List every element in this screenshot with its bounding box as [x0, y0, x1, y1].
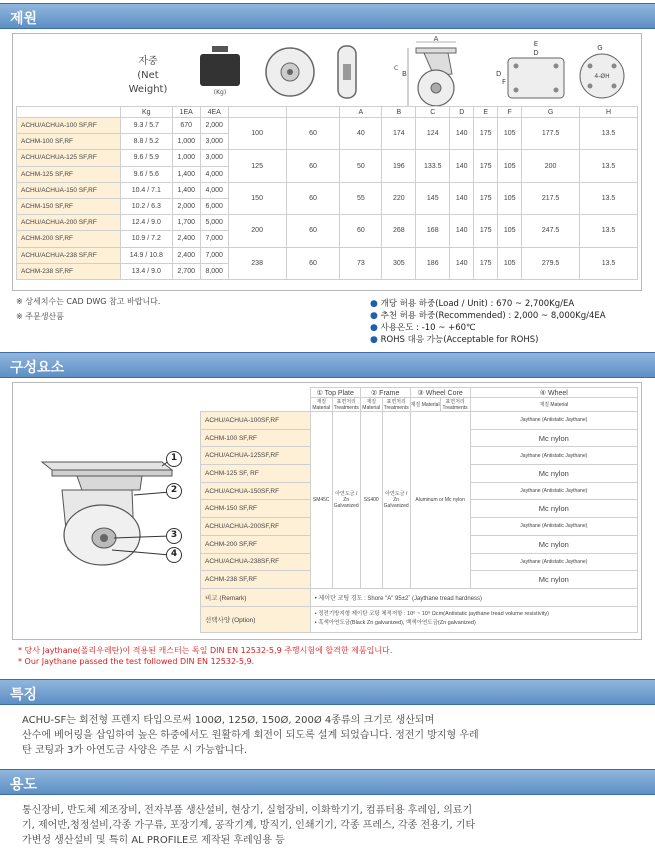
- dim-e-cell: 175: [474, 215, 498, 247]
- weight-cell: 9.6 / 5.6: [120, 166, 172, 182]
- svg-text:B: B: [402, 70, 407, 78]
- svg-text:E: E: [533, 40, 539, 48]
- dim-d-cell: 140: [450, 247, 474, 279]
- svg-text:G: G: [597, 44, 603, 52]
- remark-label: 비고 (Remark): [201, 588, 311, 606]
- dim-a-cell: 40: [340, 118, 382, 150]
- model-cell: ACHM-238 SF,RF: [17, 263, 121, 279]
- dim-c-cell: 124: [416, 118, 450, 150]
- note-cad: ※ 상세치수는 CAD DWG 참고 바랍니다.: [16, 297, 161, 306]
- dim-b-cell: 196: [382, 150, 416, 182]
- dim-f: F: [498, 107, 522, 118]
- load-1ea-cell: 2,000: [172, 198, 200, 214]
- callout-4: 4: [166, 547, 182, 563]
- dim-d: D: [450, 107, 474, 118]
- features-text: [22, 713, 647, 758]
- weight-label-ko: 자중: [138, 56, 158, 67]
- spec-row: [17, 247, 638, 263]
- wheel-material-cell: Jaythane (Antistatic Jaythane): [470, 553, 637, 571]
- sub-treatment: 표면처리 Treatments: [440, 398, 470, 412]
- qty-1ea: 1EA: [172, 107, 200, 118]
- dim-c-cell: 168: [416, 215, 450, 247]
- dim-c-cell: 133.5: [416, 150, 450, 182]
- wheel-core-material: Aluminum or Mc nylon: [410, 412, 470, 589]
- bullet-recommended-text: 추천 허용 하중(Recommended) : 2,000 ~ 8,000Kg/4EA: [380, 311, 606, 321]
- dim-a-cell: 50: [340, 150, 382, 182]
- wheel-width-cell: 60: [286, 215, 340, 247]
- option-line-1: • 정전기방지형 제이탄 코팅 체적저항 : 10⁶ ~ 10⁹ Ωcm(Antistatic jaythane tread volume resistivity): [314, 611, 549, 618]
- dim-f-cell: 105: [498, 182, 522, 214]
- dim-f-cell: 105: [498, 118, 522, 150]
- section-bar-uses: [0, 769, 655, 795]
- note-din-ko: * 당사 Jaythane(폴리우레탄)이 적용된 캐스터는 독일 DIN EN 12532-5,9 주행시험에 합격한 제품입니다.: [18, 646, 393, 655]
- weight-label: [118, 55, 178, 97]
- sub-material: 재질 Material: [310, 398, 332, 412]
- dim-h-cell: 13.5: [580, 182, 638, 214]
- load-1ea-cell: 2,400: [172, 247, 200, 263]
- wheel-material-cell: Jaythane (Antistatic Jaythane): [470, 482, 637, 500]
- spec-row: [17, 150, 638, 166]
- load-1ea-cell: 1,000: [172, 134, 200, 150]
- dim-b-cell: 268: [382, 215, 416, 247]
- svg-text:C: C: [394, 65, 399, 72]
- comp-model-cell: ACHM-100 SF,RF: [201, 429, 311, 447]
- wheel-material-cell: Jaythane (Antistatic Jaythane): [470, 447, 637, 465]
- dim-f-cell: 105: [498, 150, 522, 182]
- head-wheel: ④ Wheel: [470, 388, 637, 398]
- features-line: 산수에 베어링을 삽입하여 높은 하중에서도 원활하게 회전이 되도록 설계 되었습니다. 정전기 방지형 우레: [22, 730, 479, 741]
- weight-cell: 9.3 / 5.7: [120, 118, 172, 134]
- callout-2: 2: [166, 483, 182, 499]
- dim-h-cell: 13.5: [580, 215, 638, 247]
- dim-g-cell: 247.5: [522, 215, 580, 247]
- option-line-2: • 흑색아연도금(Black Zn galvanized), 백색아연도금(Zn galvanized): [314, 620, 476, 627]
- option-row: [201, 606, 638, 632]
- load-4ea-cell: 4,000: [200, 166, 228, 182]
- bullet-recommended: ● 추천 허용 하중(Recommended) : 2,000 ~ 8,000Kg/4EA: [370, 311, 606, 321]
- weight-icon: [196, 44, 244, 96]
- option-label: 선택사양 (Option): [201, 606, 311, 632]
- bullet-load: ● 개당 허용 하중(Load / Unit) : 670 ~ 2,700Kg/EA: [370, 299, 575, 309]
- dim-b: B: [382, 107, 416, 118]
- head-wheel-core: ③ Wheel Core: [410, 388, 470, 398]
- comp-model-cell: ACHU/ACHUA-200SF,RF: [201, 518, 311, 536]
- bullet-load-text: 개당 허용 하중(Load / Unit) : 670 ~ 2,700Kg/EA: [380, 299, 575, 309]
- head-top-plate: ① Top Plate: [310, 388, 360, 398]
- model-cell: ACHU/ACHUA-200 SF,RF: [17, 215, 121, 231]
- top-plate-material: SM45C: [310, 412, 332, 589]
- dim-b-cell: 220: [382, 182, 416, 214]
- head-frame: ② Frame: [360, 388, 410, 398]
- dim-h-cell: 13.5: [580, 247, 638, 279]
- wheel-material-cell: Mc nylon: [470, 535, 637, 553]
- uses-line: 통신장비, 반도체 제조장비, 전자부품 생산설비, 현상기, 실험장비, 이화학기기, 컴퓨터용 후레임, 의료기: [22, 805, 473, 816]
- wheel-material-cell: Mc nylon: [470, 465, 637, 483]
- dim-c-cell: 145: [416, 182, 450, 214]
- wheel-width-cell: 60: [286, 182, 340, 214]
- comp-model-cell: ACHU/ACHUA-100SF,RF: [201, 412, 311, 430]
- weight-cell: 12.4 / 9.0: [120, 215, 172, 231]
- remark-row: [201, 588, 638, 606]
- load-4ea-cell: 4,000: [200, 182, 228, 198]
- comp-sub-row: [201, 398, 638, 412]
- wheel-material-cell: Jaythane (Antistatic Jaythane): [470, 518, 637, 536]
- load-1ea-cell: 2,700: [172, 263, 200, 279]
- features-line: ACHU-SF는 회전형 프렌지 타입으로써 100Ø, 125Ø, 150Ø, 200Ø 4종류의 크기로 생산되며: [22, 715, 435, 726]
- spec-row: [17, 118, 638, 134]
- uses-line: 가변성 생산설비 및 특히 AL PROFILE로 제작된 후레임용 등: [22, 835, 285, 846]
- dim-c-cell: 186: [416, 247, 450, 279]
- dim-b-cell: 305: [382, 247, 416, 279]
- dim-a-cell: 55: [340, 182, 382, 214]
- wheel-side-icon: [332, 42, 362, 102]
- section-title-components: 구성요소: [10, 360, 65, 376]
- svg-text:4-ØH: 4-ØH: [594, 73, 610, 80]
- comp-model-cell: ACHU/ACHUA-125SF,RF: [201, 447, 311, 465]
- callout-3: 3: [166, 528, 182, 544]
- dim-h-cell: 13.5: [580, 150, 638, 182]
- dim-d-cell: 140: [450, 150, 474, 182]
- wheel-width-cell: 60: [286, 118, 340, 150]
- components-table: [200, 387, 638, 633]
- load-4ea-cell: 5,000: [200, 215, 228, 231]
- sub-treatment: 표면처리 Treatments: [333, 399, 359, 411]
- weight-cell: 14.9 / 10.8: [120, 247, 172, 263]
- dim-a-cell: 73: [340, 247, 382, 279]
- svg-text:A: A: [433, 36, 439, 43]
- dim-g: G: [522, 107, 580, 118]
- wheel-diameter-cell: 125: [228, 150, 286, 182]
- section-title-spec: 제원: [10, 11, 38, 27]
- wheel-width-cell: 60: [286, 247, 340, 279]
- load-4ea-cell: 3,000: [200, 150, 228, 166]
- dim-e: E: [474, 107, 498, 118]
- dim-e-cell: 175: [474, 118, 498, 150]
- model-cell: ACHU/ACHUA-125 SF,RF: [17, 150, 121, 166]
- uses-text: [22, 803, 647, 848]
- load-4ea-cell: 7,000: [200, 247, 228, 263]
- weight-label-en: (Net Weight): [128, 70, 168, 95]
- weight-cell: 8.8 / 5.2: [120, 134, 172, 150]
- load-1ea-cell: 1,700: [172, 215, 200, 231]
- load-4ea-cell: 8,000: [200, 263, 228, 279]
- wheel-diameter-cell: 150: [228, 182, 286, 214]
- comp-model-cell: ACHU/ACHUA-238SF,RF: [201, 553, 311, 571]
- model-cell: ACHU/ACHUA-100 SF,RF: [17, 118, 121, 134]
- load-4ea-cell: 3,000: [200, 134, 228, 150]
- section-bar-components: [0, 352, 655, 378]
- weight-cell: 10.4 / 7.1: [120, 182, 172, 198]
- dim-g-cell: 217.5: [522, 182, 580, 214]
- wheel-diameter-cell: 200: [228, 215, 286, 247]
- weight-cell: 10.9 / 7.2: [120, 231, 172, 247]
- bullet-temperature: ● 사용온도 : -10 ~ +60℃: [370, 323, 476, 333]
- wheel-diameter-cell: 238: [228, 247, 286, 279]
- comp-model-cell: ACHM-150 SF,RF: [201, 500, 311, 518]
- load-1ea-cell: 1,400: [172, 182, 200, 198]
- wheel-material-cell: Mc nylon: [470, 500, 637, 518]
- section-bar-spec: [0, 3, 655, 29]
- dim-e-cell: 175: [474, 182, 498, 214]
- dim-f-cell: 105: [498, 247, 522, 279]
- frame-treatment: 아연도금 / Zn Galvanized: [382, 412, 410, 589]
- wheel-material-cell: Jaythane (Antistatic Jaythane): [470, 412, 637, 430]
- sub-material: 재질 Material: [410, 398, 440, 412]
- dim-d-cell: 140: [450, 215, 474, 247]
- remark-text: • 제이탄 코팅 경도 : Shore "A" 95±2˚ (Jaythane tread hardness): [310, 588, 637, 606]
- spec-row: [17, 215, 638, 231]
- load-4ea-cell: 6,000: [200, 198, 228, 214]
- dim-b-cell: 174: [382, 118, 416, 150]
- dim-f-cell: 105: [498, 215, 522, 247]
- wheel-material-cell: Mc nylon: [470, 571, 637, 589]
- dim-g-cell: 279.5: [522, 247, 580, 279]
- load-1ea-cell: 1,400: [172, 166, 200, 182]
- load-1ea-cell: 2,400: [172, 231, 200, 247]
- hole-dim-diagram: [570, 38, 640, 104]
- svg-text:D: D: [496, 70, 502, 78]
- section-title-features: 특징: [10, 687, 38, 703]
- dim-e-cell: 175: [474, 247, 498, 279]
- note-order: ※ 주문생산품: [16, 312, 64, 321]
- note-din-en: * Our Jaythane passed the test followed DIN EN 12532-5,9.: [18, 657, 255, 666]
- dim-a-cell: 60: [340, 215, 382, 247]
- comp-model-cell: ACHM-200 SF,RF: [201, 535, 311, 553]
- load-4ea-cell: 7,000: [200, 231, 228, 247]
- dim-g-cell: 200: [522, 150, 580, 182]
- dim-a: A: [340, 107, 382, 118]
- model-cell: ACHM-125 SF,RF: [17, 166, 121, 182]
- section-title-uses: 용도: [10, 777, 38, 793]
- weight-cell: 13.4 / 9.0: [120, 263, 172, 279]
- spec-header-row: [17, 107, 638, 118]
- model-cell: ACHM-200 SF,RF: [17, 231, 121, 247]
- frame-material: SS400: [360, 412, 382, 589]
- comp-model-cell: ACHM-238 SF,RF: [201, 571, 311, 589]
- dim-d-cell: 140: [450, 118, 474, 150]
- comp-model-cell: ACHM-125 SF, RF: [201, 465, 311, 483]
- weight-icon-label: (Kg): [213, 89, 227, 96]
- spec-table: [16, 106, 638, 280]
- callout-1: 1: [166, 451, 182, 467]
- comp-model-cell: ACHU/ACHUA-150SF,RF: [201, 482, 311, 500]
- section-bar-features: [0, 679, 655, 705]
- bullet-temperature-text: 사용온도 : -10 ~ +60℃: [380, 323, 476, 333]
- top-plate-treatment: 아연도금 / Zn Galvanized: [332, 412, 360, 589]
- spec-row: [17, 182, 638, 198]
- bullet-rohs: ● ROHS 대응 가능(Acceptable for ROHS): [370, 335, 539, 345]
- plate-dim-diagram: [490, 38, 566, 104]
- dim-h: H: [580, 107, 638, 118]
- comp-row: [201, 412, 638, 430]
- model-cell: ACHM-150 SF,RF: [17, 198, 121, 214]
- weight-cell: 10.2 / 6.3: [120, 198, 172, 214]
- features-line: 탄 코팅과 3가 아연도금 사양은 주문 시 가능합니다.: [22, 745, 247, 756]
- dim-d-cell: 140: [450, 182, 474, 214]
- option-text: [310, 606, 637, 632]
- wheel-diameter-cell: 100: [228, 118, 286, 150]
- uses-line: 기, 제어반,청정설비,각종 가구류, 포장기계, 공작기계, 방직기, 인쇄기기, 각종 프레스, 각종 전용기, 기타: [22, 820, 476, 831]
- model-cell: ACHU/ACHUA-150 SF,RF: [17, 182, 121, 198]
- caster-dim-diagram: [386, 36, 486, 116]
- load-4ea-cell: 2,000: [200, 118, 228, 134]
- model-cell: ACHM-100 SF,RF: [17, 134, 121, 150]
- sub-treatment: 표면처리 Treatments: [383, 399, 409, 411]
- wheel-material-cell: Mc nylon: [470, 429, 637, 447]
- wheel-width-cell: 60: [286, 150, 340, 182]
- dim-g-cell: 177.5: [522, 118, 580, 150]
- dim-e-cell: 175: [474, 150, 498, 182]
- sub-material: 재질 Material: [360, 398, 382, 412]
- bullet-rohs-text: ROHS 대응 가능(Acceptable for ROHS): [380, 335, 539, 345]
- comp-head-row: [201, 388, 638, 398]
- model-cell: ACHU/ACHUA-238 SF,RF: [17, 247, 121, 263]
- qty-4ea: 4EA: [200, 107, 228, 118]
- sub-material: 재질 Material: [470, 398, 637, 412]
- svg-text:F: F: [502, 78, 507, 86]
- load-1ea-cell: 670: [172, 118, 200, 134]
- load-1ea-cell: 1,000: [172, 150, 200, 166]
- wheel-front-icon: [262, 42, 318, 102]
- svg-text:D: D: [533, 49, 539, 57]
- weight-unit: Kg: [120, 107, 172, 118]
- dim-c: C: [416, 107, 450, 118]
- weight-cell: 9.6 / 5.9: [120, 150, 172, 166]
- dim-h-cell: 13.5: [580, 118, 638, 150]
